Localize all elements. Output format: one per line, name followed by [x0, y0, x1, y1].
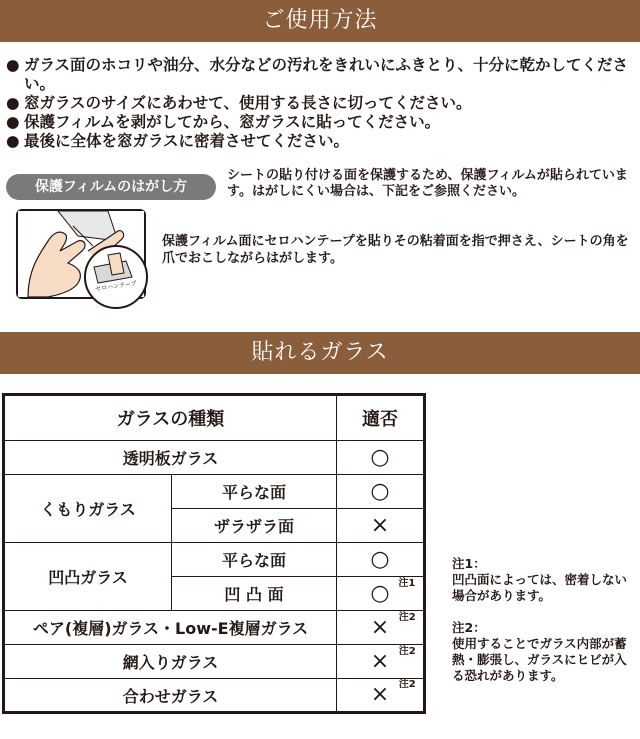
instruction-item: ● 保護フィルムを剥がしてから、窓ガラスに貼ってください。	[6, 113, 441, 131]
note2-block	[452, 620, 638, 684]
tape-icon	[86, 247, 146, 307]
note2-text: 使用することでガラス内部が蓄熱・膨張し、ガラスにヒビが入る恐れがあります。	[452, 636, 627, 683]
mark-ng-icon: × 注2	[337, 611, 425, 645]
tape-label: セロハンテープ	[94, 280, 138, 293]
table-row	[4, 543, 425, 577]
bullet-icon: ●	[6, 132, 20, 150]
glass-compatibility-table	[2, 393, 426, 714]
instruction-list	[6, 56, 636, 151]
note-ref: 注2	[398, 679, 416, 690]
section-title-usage: ご使用方法	[0, 0, 640, 42]
instruction-item: ● 最後に全体を窓ガラスに密着させてください。	[6, 132, 350, 150]
mark-ng-icon: ×	[337, 509, 425, 543]
film-note: シートの貼り付ける面を保護するため、保護フィルムが貼られています。はがしにくい場合は、下記をご参照ください。	[227, 168, 628, 199]
header-glass-type: ガラスの種類	[4, 395, 337, 441]
row-label-frosted: くもりガラス	[4, 475, 172, 543]
instruction-item: ● ガラス面のホコリや油分、水分などの汚れをきれいにふきとり、十分に乾かしてください。	[6, 56, 629, 93]
table-row	[4, 441, 425, 475]
header-suitability: 適否	[337, 395, 425, 441]
table-row	[4, 611, 425, 645]
table-row	[4, 475, 425, 509]
row-label-clear: 透明板ガラス	[4, 441, 337, 475]
section-title-glass: 貼れるガラス	[0, 332, 640, 374]
bullet-icon: ●	[6, 94, 20, 112]
instruction-item: ● 窓ガラスのサイズにあわせて、使用する長さに切ってください。	[6, 94, 472, 112]
bullet-icon: ●	[6, 113, 20, 131]
film-removal-label: 保護フィルムのはがし方	[6, 174, 216, 200]
peel-instruction: 保護フィルム面にセロハンテープを貼りその粘着面を指で押さえ、シートの角を爪でおこしながらはがします。	[162, 234, 629, 266]
table-row	[4, 679, 425, 713]
mark-ok-icon: ○ 注1	[337, 577, 425, 611]
row-label-patterned: 凹凸ガラス	[4, 543, 172, 611]
row-label-pair: ペア(複層)ガラス・Low-E複層ガラス	[4, 611, 337, 645]
note2-title: 注2：	[452, 620, 486, 635]
sub-label-flat: 平らな面	[172, 543, 337, 577]
row-label-laminated: 合わせガラス	[4, 679, 337, 713]
mark-ng-icon: × 注2	[337, 679, 425, 713]
note1-text: 凹凸面によっては、密着しない場合があります。	[452, 572, 628, 603]
sub-label-rough: ザラザラ面	[172, 509, 337, 543]
sub-label-flat: 平らな面	[172, 475, 337, 509]
table-header-row	[4, 395, 425, 441]
note-ref: 注2	[398, 611, 416, 623]
note1-block	[452, 556, 638, 604]
table-row	[4, 645, 425, 679]
note-ref: 注1	[398, 577, 416, 589]
tape-detail-illustration	[84, 245, 148, 309]
mark-ng-icon: × 注2	[337, 645, 425, 679]
sub-label-bumpy: 凹 凸 面	[172, 577, 337, 611]
note1-title: 注1：	[452, 556, 486, 571]
mark-ok-icon: ○	[337, 441, 425, 475]
row-label-wired: 網入りガラス	[4, 645, 337, 679]
mark-ok-icon: ○	[337, 475, 425, 509]
mark-ok-icon: ○	[337, 543, 425, 577]
note-ref: 注2	[398, 645, 416, 657]
bullet-icon: ●	[6, 56, 20, 74]
